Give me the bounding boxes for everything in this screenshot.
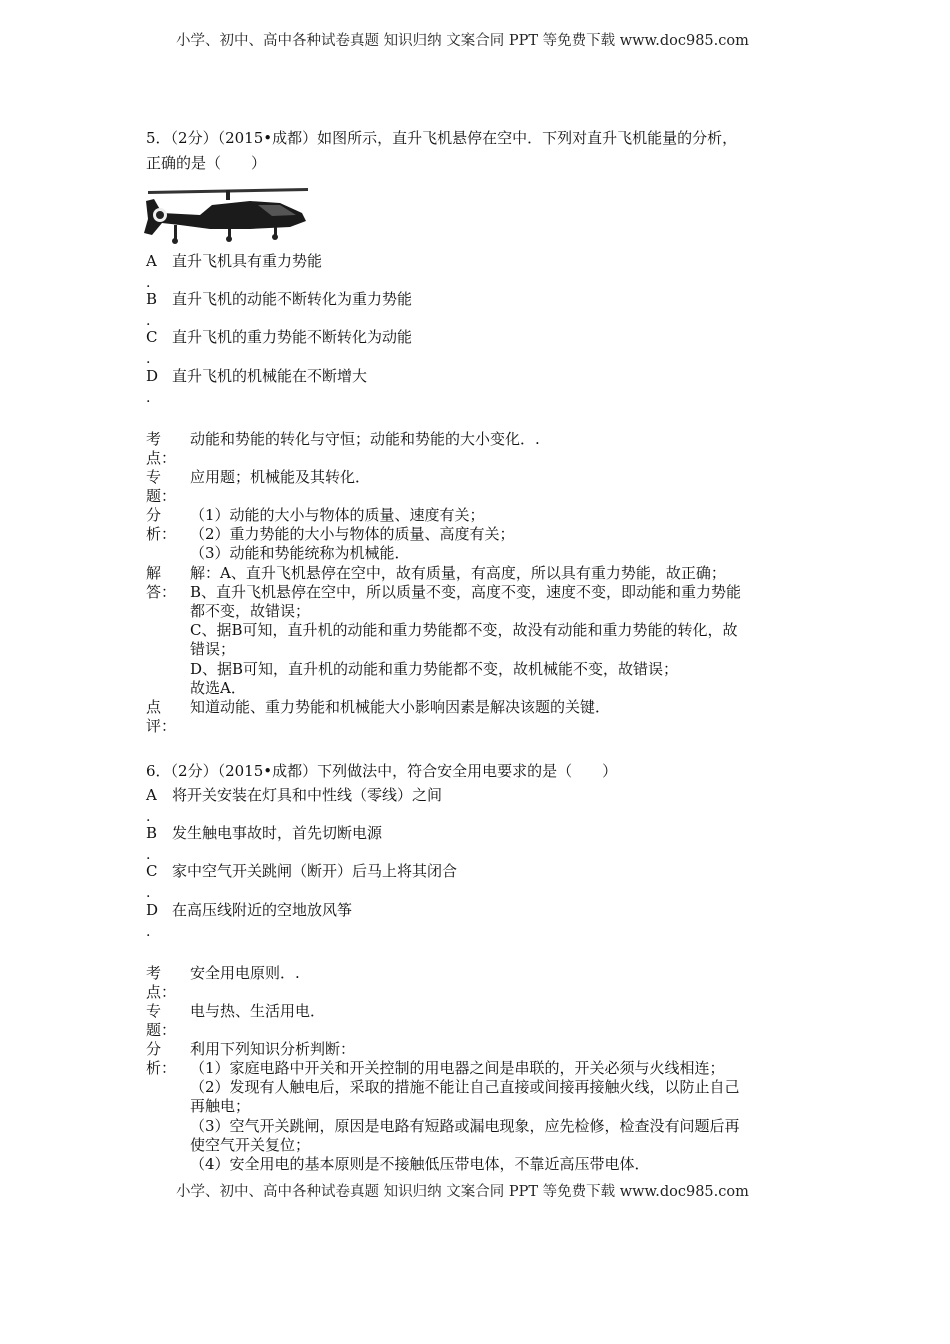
q6-fenxi-line: 使空气开关复位； (190, 1136, 311, 1154)
option-dot: . (146, 885, 151, 901)
q5-jieda-line: 故选A． (190, 679, 246, 697)
option-dot: . (146, 809, 151, 825)
q6-zhuanti-text: 电与热、生活用电． (190, 1002, 326, 1020)
q6-fenxi-line: （1）家庭电路中开关和开关控制的用电器之间是串联的，开关必须与火线相连； (190, 1059, 725, 1077)
q6-stem-line1: 6．（2分）（2015•成都）下列做法中，符合安全用电要求的是（ ） (146, 762, 618, 780)
q5-jieda-line: D、据B可知，直升机的动能和重力势能都不变，故机械能不变，故错误； (190, 660, 679, 678)
q5-stem-line1: 5．（2分）（2015•成都）如图所示，直升飞机悬停在空中．下列对直升飞机能量的分析， (146, 129, 738, 147)
q6-option-c-text: 家中空气开关跳闸（断开）后马上将其闭合 (172, 862, 458, 880)
q5-option-b-text: 直升飞机的动能不断转化为重力势能 (172, 290, 413, 308)
q6-option-a-text: 将开关安装在灯具和中性线（零线）之间 (172, 786, 443, 804)
q6-option-c-letter: C (146, 862, 158, 880)
q6-fenxi-line: 利用下列知识分析判断： (190, 1040, 356, 1058)
q5-jieda-line: C、据B可知，直升机的动能和重力势能都不变，故没有动能和重力势能的转化，故 (190, 621, 738, 639)
q5-jieda-line: B、直升飞机悬停在空中，所以质量不变，高度不变，速度不变，即动能和重力势能 (190, 583, 742, 601)
q6-fenxi-line: 再触电； (190, 1097, 251, 1115)
q5-dianping-label: 点 评： (146, 698, 177, 735)
q5-jieda-label: 解 答： (146, 564, 177, 601)
q5-fenxi-line: （1）动能的大小与物体的质量、速度有关； (190, 506, 485, 524)
page-footer: 小学、初中、高中各种试卷真题 知识归纳 文案合同 PPT 等免费下载 www.doc985.com (176, 1184, 749, 1200)
q5-option-a-text: 直升飞机具有重力势能 (172, 252, 323, 270)
page-header: 小学、初中、高中各种试卷真题 知识归纳 文案合同 PPT 等免费下载 www.doc985.com (176, 33, 749, 49)
option-dot: . (146, 351, 151, 367)
q5-fenxi-line: （2）重力势能的大小与物体的质量、高度有关； (190, 525, 515, 543)
q6-zhuanti-label: 专 题： (146, 1002, 177, 1039)
q6-option-a-letter: A (146, 786, 157, 804)
option-dot: . (146, 390, 151, 406)
option-dot: . (146, 924, 151, 940)
q5-jieda-line: 错误； (190, 640, 236, 658)
q5-jieda-line: 都不变，故错误； (190, 602, 311, 620)
q5-option-a-letter: A (146, 252, 157, 270)
q5-kaodian-label: 考 点： (146, 430, 177, 467)
q5-option-b-letter: B (146, 290, 158, 308)
q6-kaodian-text: 安全用电原则．. (190, 964, 300, 982)
q5-fenxi-line: （3）动能和势能统称为机械能． (190, 544, 410, 562)
q5-kaodian-text: 动能和势能的转化与守恒；动能和势能的大小变化．. (190, 430, 540, 448)
q6-kaodian-label: 考 点： (146, 964, 177, 1001)
q5-zhuanti-label: 专 题： (146, 468, 177, 505)
q5-jieda-line: 解：A、直升飞机悬停在空中，故有质量，有高度，所以具有重力势能，故正确； (190, 564, 726, 582)
q6-option-d-text: 在高压线附近的空地放风筝 (172, 901, 353, 919)
q6-fenxi-line: （4）安全用电的基本原则是不接触低压带电体，不靠近高压带电体． (190, 1155, 650, 1173)
q5-option-d-text: 直升飞机的机械能在不断增大 (172, 367, 368, 385)
q5-option-d-letter: D (146, 367, 159, 385)
q6-fenxi-label: 分 析： (146, 1040, 177, 1077)
q5-option-c-letter: C (146, 328, 158, 346)
q6-fenxi-line: （2）发现有人触电后，采取的措施不能让自己直接或间接再接触火线，以防止自己 (190, 1078, 740, 1096)
q6-option-b-text: 发生触电事故时，首先切断电源 (172, 824, 383, 842)
option-dot: . (146, 313, 151, 329)
q5-fenxi-label: 分 析： (146, 506, 177, 543)
helicopter-icon (140, 183, 315, 245)
q5-option-c-text: 直升飞机的重力势能不断转化为动能 (172, 328, 413, 346)
q6-option-b-letter: B (146, 824, 158, 842)
option-dot: . (146, 275, 151, 291)
q5-stem-line2: 正确的是（ ） (146, 154, 267, 172)
q6-option-d-letter: D (146, 901, 159, 919)
q5-zhuanti-text: 应用题；机械能及其转化． (190, 468, 371, 486)
option-dot: . (146, 847, 151, 863)
q6-fenxi-line: （3）空气开关跳闸，原因是电路有短路或漏电现象，应先检修，检查没有问题后再 (190, 1117, 740, 1135)
q5-dianping-text: 知道动能、重力势能和机械能大小影响因素是解决该题的关键． (190, 698, 611, 716)
